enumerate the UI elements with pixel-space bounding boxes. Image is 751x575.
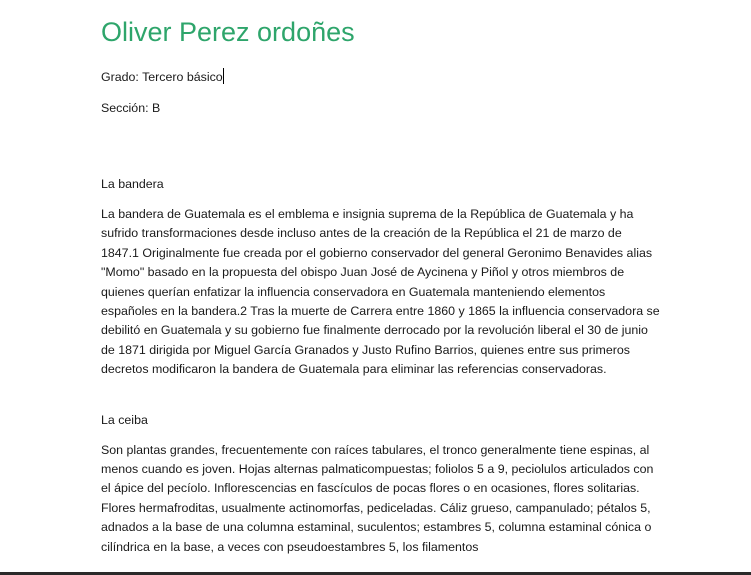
paragraph-ceiba[interactable]: Son plantas grandes, frecuentemente con raíces tabulares, el tronco generalmente tiene espinas, al menos cuando es joven. Hojas alternas palmaticompuestas; foliolos 5 a 9, peciolulos articulados con el ápice del pecíolo. Inflorescencias en fascículos de pocas flores o en ocasiones, flores solitarias. Flores hermafroditas, usualmente actinomorfas, pediceladas. Cáliz grueso, campanulado; pétalos 5, adnados a la base de una columna estaminal, suculentos; estambres 5, columna estaminal cónica o cilíndrica en la base, a veces con pseudoestambres 5, los filamentos bbox=[101, 442, 654, 554]
paragraph-bandera[interactable]: La bandera de Guatemala es el emblema e insignia suprema de la República de Guatemala y ha sufrido transformaciones desde incluso antes de la creación de la República el 21 de marzo de 1847.1 Originalmente fue creada por el gobierno conservador del general Geronimo Benavides alias "Momo" basado en la propuesta del obispo Juan José de Aycinena y Piñol y otros miembros de quienes querían enfatizar la influencia conservadora en Guatemala manteniendo elementos españoles en la bandera.2 Tras la muerte de Carrera entre 1860 y 1865 la influencia conservadora se debilitó en Guatemala y su gobierno fue finalmente derrocado por la revolución liberal el 30 de junio de 1871 dirigida por Miguel García Granados y Justo Rufino Barrios, quienes entre sus primeros decretos modificaron la bandera de Guatemala para eliminar las referencias conservadoras. bbox=[101, 207, 660, 377]
grade-text[interactable]: Grado: Tercero básico bbox=[101, 70, 223, 84]
blank-space bbox=[101, 130, 661, 175]
section-line[interactable]: Sección: B bbox=[101, 101, 161, 115]
blank-space bbox=[101, 380, 661, 411]
grade-line[interactable] bbox=[101, 68, 661, 86]
section-heading-bandera[interactable]: La bandera bbox=[101, 177, 164, 191]
document-title[interactable]: Oliver Perez ordoñes bbox=[101, 17, 355, 47]
text-cursor bbox=[223, 68, 224, 84]
document-body[interactable] bbox=[101, 14, 661, 557]
section-heading-ceiba[interactable]: La ceiba bbox=[101, 412, 148, 427]
